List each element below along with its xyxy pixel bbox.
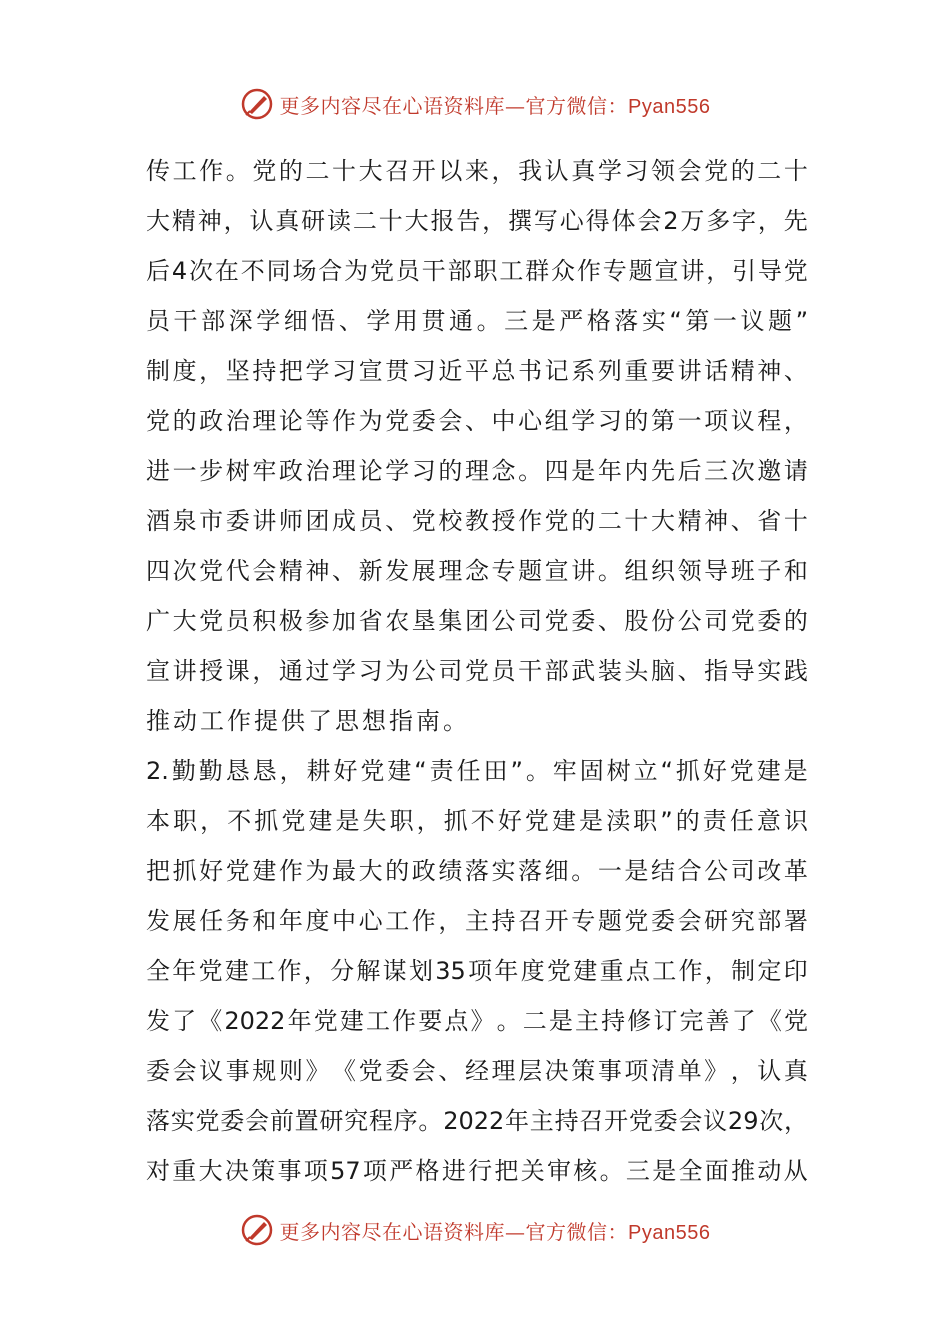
body-line: 宣 讲 授 课 ， 通 过 学 习 为 公 司 党 员 干 部 武 装 头 脑 、 指 导 实 践	[146, 657, 808, 685]
body-line: 制 度 ， 坚 持 把 学 习 宣 贯 习 近 平 总 书 记 系 列 重 要 讲 话 精 神 、	[146, 357, 808, 385]
body-line: 本 职 ， 不 抓 党 建 是 失 职 ， 抓 不 好 党 建 是 渎 职 ” 的 责 任 意 识	[146, 807, 808, 835]
body-line: 广 大 党 员 积 极 参 加 省 农 垦 集 团 公 司 党 委 、 股 份 公 司 党 委 的	[146, 607, 808, 635]
pen-logo-icon	[240, 1213, 274, 1247]
body-line: 发 了 《 2022 年 党 建 工 作 要 点 》 。 二 是 主 持 修 订 完 善 了 《 党	[146, 1007, 808, 1035]
body-line: 发 展 任 务 和 年 度 中 心 工 作 ， 主 持 召 开 专 题 党 委 会 研 究 部 署	[146, 907, 808, 935]
document-body	[146, 146, 808, 1196]
body-line: 推动工作提供了思想指南。	[146, 707, 470, 735]
body-line: 党 的 政 治 理 论 等 作 为 党 委 会 、 中 心 组 学 习 的 第 一 项 议 程 ，	[146, 407, 808, 435]
footer-watermark-banner	[0, 1208, 950, 1252]
body-line: 落 实 党 委 会 前 置 研 究 程 序 。 2022 年 主 持 召 开 党 委 会 议 29 次 ，	[146, 1107, 808, 1135]
body-line: 大 精 神 ， 认 真 研 读 二 十 大 报 告 ， 撰 写 心 得 体 会 2 万 多 字 ， 先	[146, 207, 808, 235]
header-watermark-text: 更多内容尽在心语资料库—官方微信：Pyan556	[279, 93, 711, 118]
footer-watermark-text: 更多内容尽在心语资料库—官方微信：Pyan556	[279, 1219, 711, 1244]
body-line: 委 会 议 事 规 则 》 《 党 委 会 、 经 理 层 决 策 事 项 清 单 》 ， 认 真	[146, 1057, 808, 1085]
body-line: 传 工 作 。 党 的 二 十 大 召 开 以 来 ， 我 认 真 学 习 领 会 党 的 二 十	[146, 157, 808, 185]
body-line: 全 年 党 建 工 作 ， 分 解 谋 划 35 项 年 度 党 建 重 点 工 作 ， 制 定 印	[146, 957, 808, 985]
body-line: 进 一 步 树 牢 政 治 理 论 学 习 的 理 念 。 四 是 年 内 先 后 三 次 邀 请	[146, 457, 808, 485]
body-line: 后 4 次 在 不 同 场 合 为 党 员 干 部 职 工 群 众 作 专 题 宣 讲 ， 引 导 党	[146, 257, 808, 285]
body-line: 酒 泉 市 委 讲 师 团 成 员 、 党 校 教 授 作 党 的 二 十 大 精 神 、 省 十	[146, 507, 808, 535]
body-line: 员 干 部 深 学 细 悟 、 学 用 贯 通 。 三 是 严 格 落 实 “ 第 一 议 题 ”	[146, 307, 808, 335]
pen-logo-icon	[240, 87, 274, 121]
header-watermark-banner	[0, 82, 950, 126]
body-line: 四 次 党 代 会 精 神 、 新 发 展 理 念 专 题 宣 讲 。 组 织 领 导 班 子 和	[146, 557, 808, 585]
section-heading-line: 2. 勤 勤 恳 恳 ， 耕 好 党 建 “ 责 任 田 ” 。 牢 固 树 立 “ 抓 好 党 建 是	[146, 757, 808, 785]
body-line: 把 抓 好 党 建 作 为 最 大 的 政 绩 落 实 落 细 。 一 是 结 合 公 司 改 革	[146, 857, 808, 885]
body-line: 对 重 大 决 策 事 项 57 项 严 格 进 行 把 关 审 核 。 三 是 全 面 推 动 从	[146, 1157, 808, 1185]
